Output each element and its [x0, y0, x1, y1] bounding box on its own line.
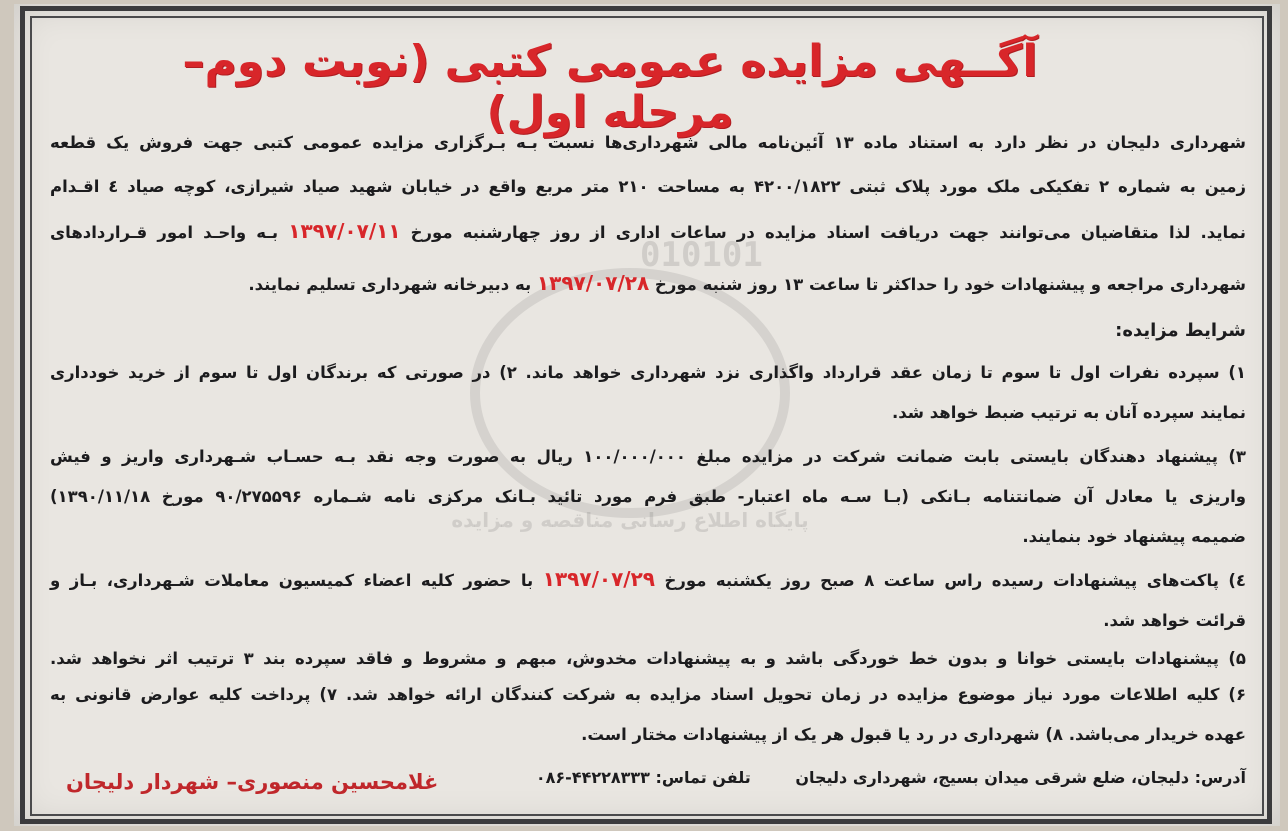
condition-line-6	[50, 560, 1246, 600]
intro-line-4-start: شهرداری مراجعه و پیشنهادات خود را حداکثر تا ساعت ۱۳ روز شنبه مورخ	[649, 275, 1246, 294]
intro-line-3	[50, 212, 1246, 252]
condition-line-2: نمایند سپرده آنان به ترتیب ضبط خواهد شد.	[892, 403, 1246, 422]
condition-line-10: عهده خریدار می‌باشد. ۸) شهرداری در رد یا قبول هر یک از پیشنهادات مختار است.	[581, 725, 1246, 744]
notice-content	[40, 20, 1250, 810]
condition-line-4: واریزی یا معادل آن ضمانتنامه بـانکی (بـا سـه ماه اعتبار- طبق فرم مورد تائید بـانک مرکزی نامه شـماره ۹۰/۲۷۵۵۹۶ مورخ ۱۳۹۰/۱۱/۱۸)	[50, 487, 1246, 506]
conditions-heading: شرایط مزایده:	[1115, 320, 1246, 341]
condition-line-5: ضمیمه پیشنهاد خود بنمایند.	[1022, 527, 1246, 546]
submission-deadline-date: ۱۳۹۷/۰۷/۲۸	[536, 271, 650, 295]
intro-line-4-end: به دبیرخانه شهرداری تسلیم نمایند.	[248, 275, 537, 294]
doc-receipt-date: ۱۳۹۷/۰۷/۱۱	[288, 219, 401, 243]
watermark-text: پایگاه اطلاع رسانی مناقصه و مزایده	[451, 508, 809, 532]
condition-line-6-start: ٤) پاکت‌های پیشنهادات رسیده راس ساعت ۸ صبح روز یکشنبه مورخ	[655, 571, 1246, 590]
notice-title: آگــهی مزایده عمومی کتبی (نوبت دوم– مرحله اول)	[182, 36, 1038, 138]
intro-line-2: زمین به شماره ۲ تفکیکی ملک مورد پلاک ثبتی ۴۲۰۰/۱۸۲۲ به مساحت ۲۱۰ متر مربع واقع در خیابان شهید صیاد شیرازی، کوچه صیاد ٤ اقـدام	[50, 177, 1246, 196]
condition-line-8: ۵) پیشنهادات بایستی خوانا و بدون خط خوردگی باشد و به پیشنهادات مخدوش، مبهم و مشروط و فاقد سپرده بند ۳ ترتیب اثر نخواهد شد.	[50, 649, 1246, 668]
signature: غلامحسین منصوری– شهردار دلیجان	[66, 770, 439, 794]
intro-line-3-start: نماید. لذا متقاضیان می‌توانند جهت دریافت اسناد مزایده در ساعات اداری از روز چهارشنبه مورخ	[400, 223, 1246, 242]
address: آدرس: دلیجان، ضلع شرقی میدان بسیج، شهرداری دلیجان	[795, 768, 1246, 787]
intro-line-3-end: بـه واحـد امور قـراردادهای	[50, 223, 289, 242]
footer-contact	[536, 768, 1246, 787]
condition-line-6-end: با حضور کلیه اعضاء کمیسیون معاملات شـهرداری، بـاز و	[50, 571, 543, 590]
condition-line-9: ۶) کلیه اطلاعات مورد نیاز موضوع مزایده در زمان تحویل اسناد مزایده به شرکت کنندگان ارائه خواهد شد. ۷) پرداخت کلیه عوارض قانونی به	[50, 685, 1247, 704]
intro-line-1: شهرداری دلیجان در نظر دارد به استناد ماده ۱۳ آئین‌نامه مالی شهرداری‌ها نسبت بـه بـرگزاری مزایده عمومی کتبی جهت فروش یک قطعه	[50, 133, 1247, 152]
condition-line-1: ۱) سپرده نفرات اول تا سوم تا زمان عقد قرارداد واگذاری نزد شهرداری خواهد ماند. ۲) در صورتی که برندگان اول تا سوم از خرید خودداری	[50, 363, 1246, 382]
condition-line-3: ۳) پیشنهاد دهندگان بایستی بابت ضمانت شرکت در مزایده مبلغ ۱۰۰/۰۰۰/۰۰۰ ریال به صورت وجه نقد بـه حسـاب شـهرداری واریز و فیش	[50, 447, 1246, 466]
watermark-digits: 010101	[640, 235, 763, 275]
condition-line-7: قرائت خواهد شد.	[1103, 611, 1246, 630]
opening-date: ۱۳۹۷/۰۷/۲۹	[542, 567, 655, 591]
phone: تلفن تماس: ۴۴۲۲۸۳۳۳-۰۸۶	[535, 768, 751, 787]
intro-line-4	[50, 264, 1246, 304]
